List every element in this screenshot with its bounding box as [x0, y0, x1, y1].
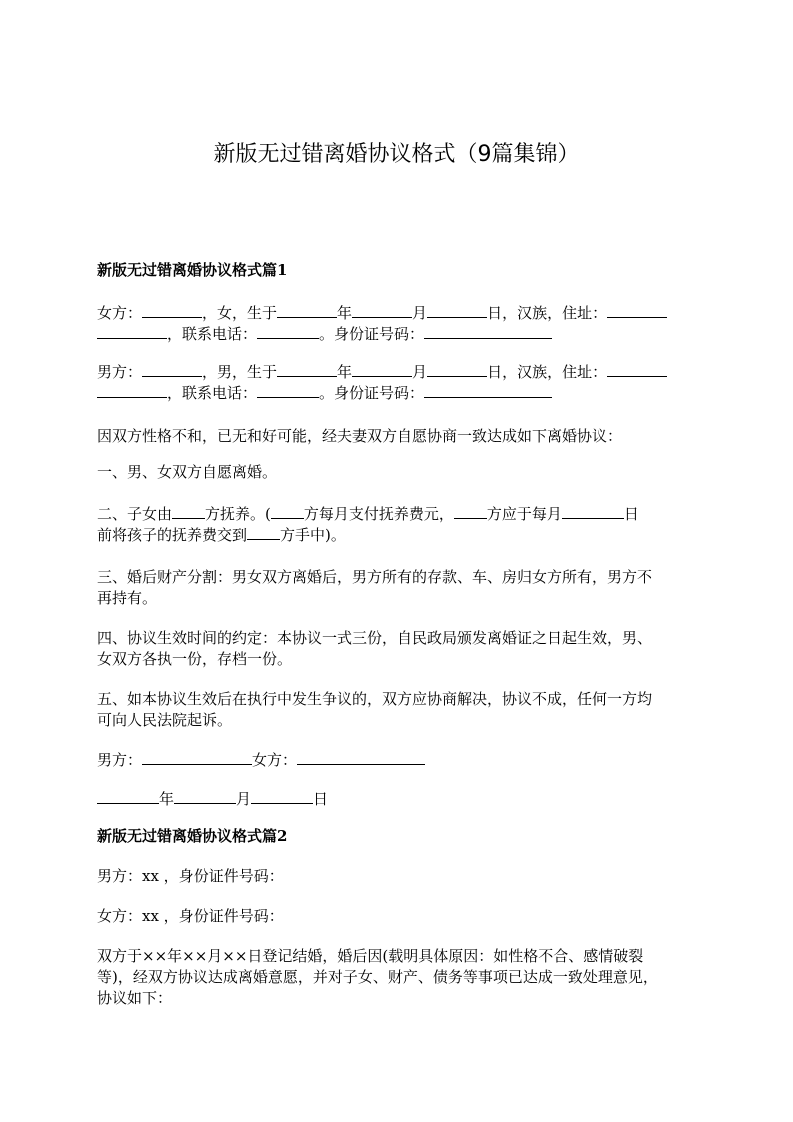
male-signature-blank[interactable] — [142, 750, 252, 765]
birth-day-blank[interactable] — [427, 362, 487, 377]
receiver-party-blank[interactable] — [247, 525, 280, 540]
birth-day-blank[interactable] — [427, 303, 487, 318]
name-blank[interactable] — [142, 362, 202, 377]
section-2-para-line-3: 协议如下： — [97, 989, 173, 1007]
id-number-blank[interactable] — [424, 383, 552, 398]
clause-5-line-1: 五、如本协议生效后在执行中发生争议的，双方应协商解决，协议不成，任何一方均 — [97, 690, 653, 708]
female-info-line-1: 女方： ，女，生于 年 月 日，汉族，住址： — [97, 303, 667, 324]
birth-month-blank[interactable] — [352, 362, 412, 377]
clause-4-line-2: 女双方各执一份，存档一份。 — [97, 650, 293, 668]
female-info-line-2: ，联系电话： 。身份证号码： — [97, 324, 552, 345]
address-blank-cont[interactable] — [97, 383, 167, 398]
section-2-para-line-1: 双方于××年××月××日登记结婚，婚后因(载明具体原因：如性格不合、感情破裂 — [97, 947, 644, 965]
payer-party-blank[interactable] — [271, 504, 304, 519]
month-blank[interactable] — [174, 789, 236, 804]
address-blank[interactable] — [607, 303, 667, 318]
birth-year-blank[interactable] — [277, 303, 337, 318]
section-2-heading: 新版无过错离婚协议格式篇2 — [97, 827, 288, 845]
pay-day-blank[interactable] — [562, 504, 624, 519]
day-blank[interactable] — [251, 789, 313, 804]
birth-month-blank[interactable] — [352, 303, 412, 318]
intro-paragraph: 因双方性格不和，已无和好可能，经夫妻双方自愿协商一致达成如下离婚协议： — [97, 427, 623, 445]
date-line: 年 月 日 — [97, 789, 328, 810]
address-blank[interactable] — [607, 362, 667, 377]
female-signature-blank[interactable] — [297, 750, 425, 765]
name-blank[interactable] — [142, 303, 202, 318]
clause-5-line-2: 可向人民法院起诉。 — [97, 711, 233, 729]
signature-line: 男方： 女方： — [97, 750, 425, 771]
payer-party-blank-2[interactable] — [454, 504, 487, 519]
birth-year-blank[interactable] — [277, 362, 337, 377]
male-id-line: 男方：xx ，身份证件号码： — [97, 867, 284, 885]
document-title: 新版无过错离婚协议格式（9篇集锦） — [213, 142, 580, 167]
female-id-line: 女方：xx ，身份证件号码： — [97, 907, 284, 925]
custody-party-blank[interactable] — [172, 504, 205, 519]
male-info-line-2: ，联系电话： 。身份证号码： — [97, 383, 552, 404]
section-2-para-line-2: 等)，经双方协议达成离婚意愿，并对子女、财产、债务等事项已达成一致处理意见， — [97, 968, 658, 986]
clause-3-line-1: 三、婚后财产分割：男女双方离婚后，男方所有的存款、车、房归女方所有，男方不 — [97, 568, 653, 586]
clause-1: 一、男、女双方自愿离婚。 — [97, 463, 278, 481]
id-number-blank[interactable] — [424, 324, 552, 339]
male-info-line-1: 男方： ，男，生于 年 月 日，汉族，住址： — [97, 362, 667, 383]
phone-blank[interactable] — [257, 383, 319, 398]
clause-3-line-2: 再持有。 — [97, 589, 158, 607]
year-blank[interactable] — [97, 789, 159, 804]
clause-4-line-1: 四、协议生效时间的约定：本协议一式三份，自民政局颁发离婚证之日起生效，男、 — [97, 629, 653, 647]
section-1-heading: 新版无过错离婚协议格式篇1 — [97, 261, 288, 279]
phone-blank[interactable] — [257, 324, 319, 339]
clause-2-line-2: 前将孩子的抚养费交到 方手中)。 — [97, 526, 346, 544]
address-blank-cont[interactable] — [97, 324, 167, 339]
clause-2-line-1: 二、子女由 方抚养。( 方每月支付抚养费元， 方应于每月 日 — [97, 505, 639, 523]
